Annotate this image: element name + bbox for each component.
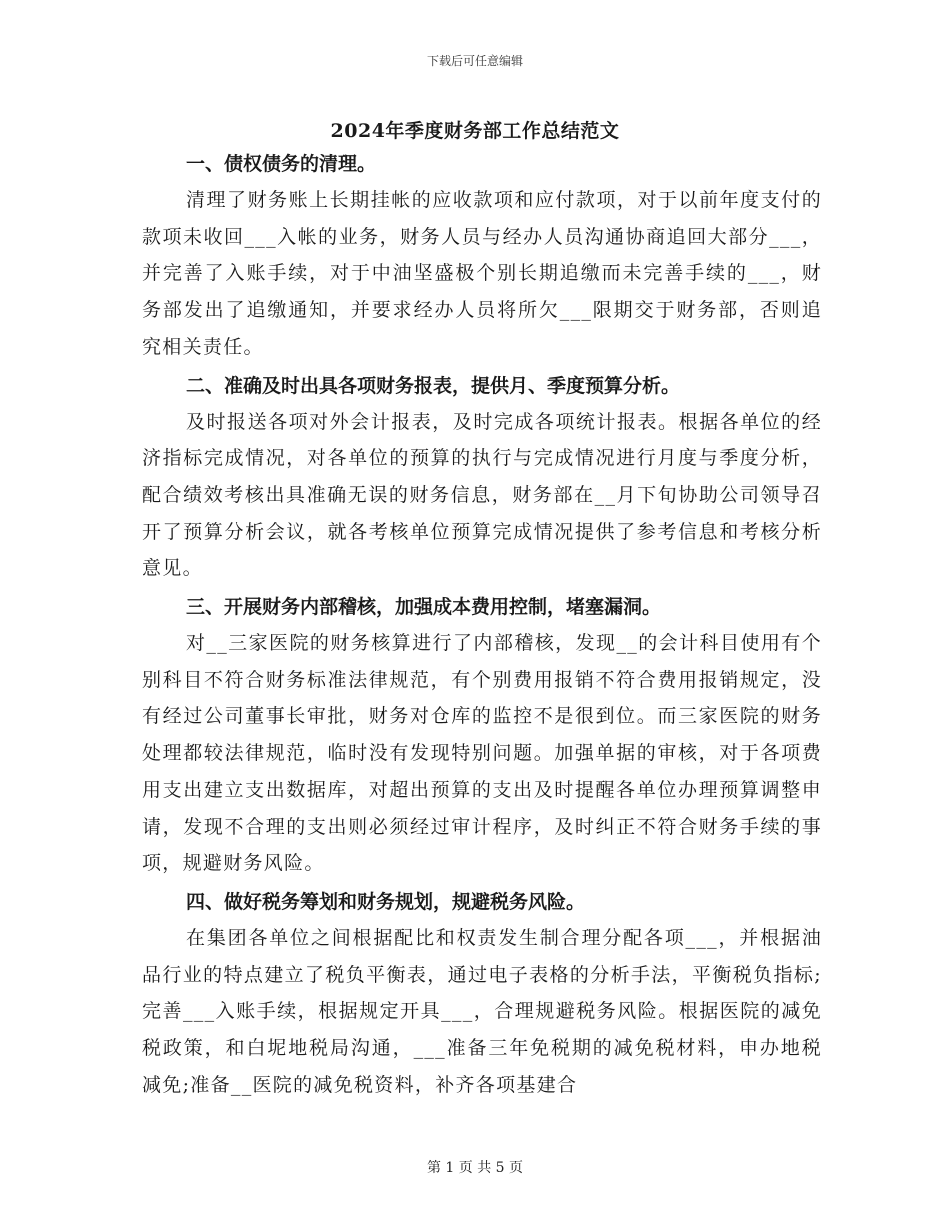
page-number-footer: 第 1 页 共 5 页 xyxy=(426,1160,524,1176)
section-paragraph-2: 及时报送各项对外会计报表，及时完成各项统计报表。根据各单位的经济指标完成情况，对各单位的预算的执行与完成情况进行月度与季度分析，配合绩效考核出具准确无误的财务信息，财务部在__月下旬协助公司领导召开了预算分析会议，就各考核单位预算完成情况提供了参考信息和考核分析意见。 xyxy=(142,410,822,580)
section-paragraph-1: 清理了财务账上长期挂帐的应收款项和应付款项，对于以前年度支付的款项未收回___入帐的业务，财务人员与经办人员沟通协商追回大部分___，并完善了入账手续，对于中油坚盛极个别长期追缴而未完善手续的___，财务部发出了追缴通知，并要求经办人员将所欠___限期交于财务部，否则追究相关责任。 xyxy=(142,189,822,358)
section-heading-3: 三、开展财务内部稽核，加强成本费用控制，堵塞漏洞。 xyxy=(186,596,662,619)
document-title: 2024年季度财务部工作总结范文 xyxy=(330,120,620,142)
document-body xyxy=(142,146,822,1105)
section-paragraph-3: 对__三家医院的财务核算进行了内部稽核，发现__的会计科目使用有个别科目不符合财务标准法律规范，有个别费用报销不符合费用报销规定，没有经过公司董事长审批，财务对仓库的监控不是很到位。而三家医院的财务处理都较法律规范，临时没有发现特别问题。加强单据的审核，对于各项费用支出建立支出数据库，对超出预算的支出及时提醒各单位办理预算调整申请，发现不合理的支出则必须经过审计程序，及时纠正不符合财务手续的事项，规避财务风险。 xyxy=(142,632,822,875)
page-header-note: 下载后可任意编辑 xyxy=(426,54,523,68)
section-paragraph-4: 在集团各单位之间根据配比和权责发生制合理分配各项___，并根据油品行业的特点建立了税负平衡表，通过电子表格的分析手法，平衡税负指标;完善___入账手续，根据规定开具___，合理规避税务风险。根据医院的减免税政策，和白坭地税局沟通，___准备三年免税期的减免税材料，申办地税减免;准备__医院的减免税资料，补齐各项基建合 xyxy=(142,926,822,1096)
section-heading-2: 二、准确及时出具各项财务报表，提供月、季度预算分析。 xyxy=(186,374,681,397)
section-heading-1: 一、债权债务的清理。 xyxy=(186,153,377,175)
section-heading-4: 四、做好税务筹划和财务规划，规避税务风险。 xyxy=(186,890,586,913)
